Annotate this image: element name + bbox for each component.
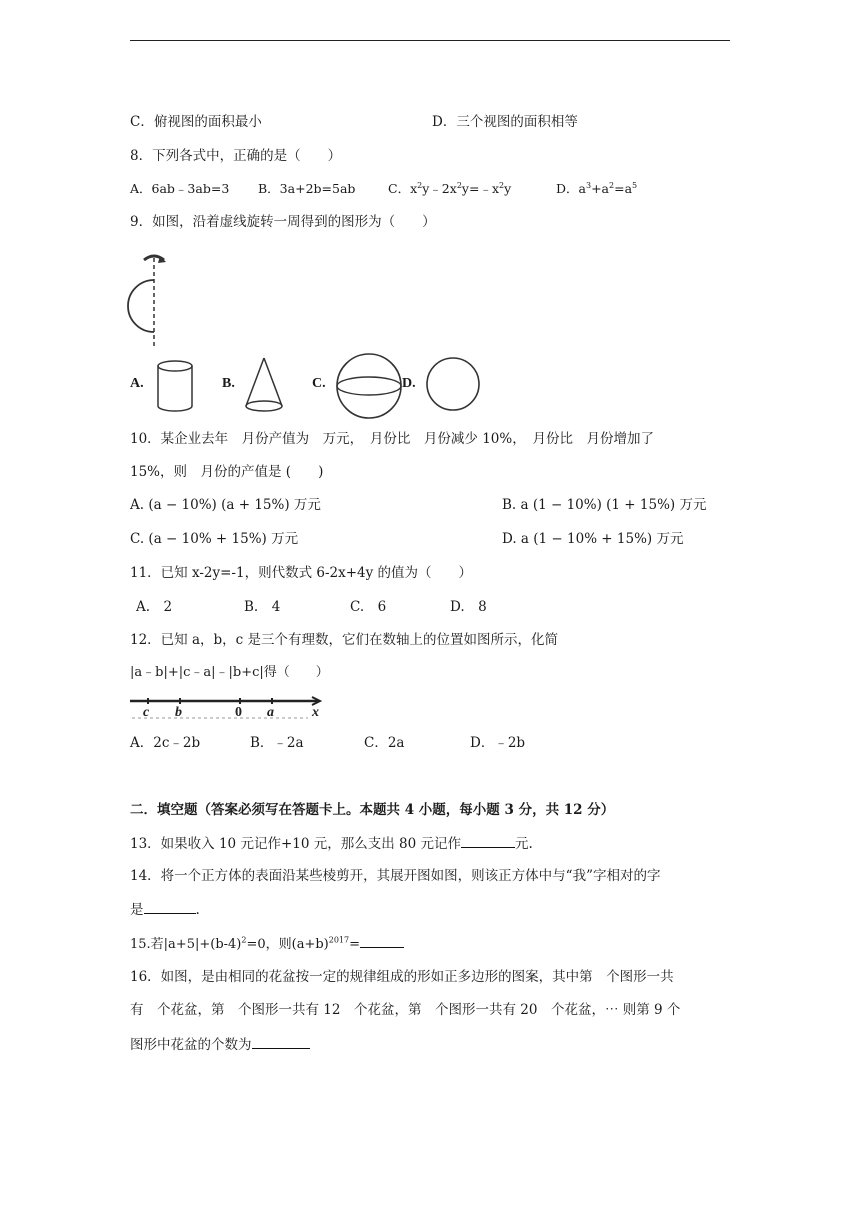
axis-label-c: c — [143, 705, 150, 720]
q11-option-d: D. 8 — [450, 599, 487, 615]
q12-expression: |a﹣b|+|c﹣a|﹣|b+c|得（ ） — [130, 665, 329, 680]
q10-line-1: 10．某企业去年 月份产值为 万元， 月份比 月份减少 10%， 月份比 月份增加了 — [130, 431, 654, 447]
q10-line-2: 15%，则 月份的产值是 ( ) — [130, 464, 324, 480]
q13-answer-blank[interactable] — [461, 833, 515, 848]
q11-option-c: C. 6 — [350, 599, 387, 615]
q10-option-a: A. (a − 10%) (a + 15%) 万元 — [130, 497, 321, 513]
q9-option-b-label: B. — [222, 376, 235, 391]
cylinder-icon — [152, 358, 200, 414]
q12-number-line — [128, 694, 328, 724]
q11-stem: 11．已知 x-2y=-1，则代数式 6-2x+4y 的值为（ ） — [130, 565, 473, 581]
q15-answer-blank[interactable] — [360, 933, 404, 948]
axis-label-0: 0 — [235, 705, 242, 720]
cone-icon — [240, 354, 290, 414]
q9-option-d-label: D. — [402, 376, 416, 391]
q13-text: 13．如果收入 10 元记作+10 元，那么支出 80 元记作 元. — [130, 833, 533, 854]
q12-option-d: D．﹣2b — [470, 735, 526, 751]
q12-stem: 12．已知 a，b，c 是三个有理数，它们在数轴上的位置如图所示，化简 — [130, 632, 559, 648]
q9-option-c-label: C. — [312, 376, 326, 391]
q7-option-d: D．三个视图的面积相等 — [432, 114, 578, 130]
q11-option-b: B. 4 — [244, 599, 281, 615]
q8-option-d: D．$a^3+a^2=a^5$ — [556, 180, 638, 196]
q12-option-c: C．2a — [364, 735, 405, 751]
circle-icon — [426, 354, 482, 414]
q10-option-b: B. a (1 − 10%) (1 + 15%) 万元 — [502, 497, 707, 513]
q10-option-c: C. (a − 10% + 15%) 万元 — [130, 531, 299, 547]
q9-option-a-label: A. — [130, 376, 144, 391]
q16-line-2: 有 个花盆，第 个图形一共有 12 个花盆，第 个图形一共有 20 个花盆，⋯ 则第 9 个 — [130, 1002, 681, 1018]
section-2-heading: 二．填空题（答案必须写在答题卡上。本题共 4 小题，每小题 3 分，共 12 分） — [130, 802, 615, 818]
q9-stem: 9．如图，沿着虚线旋转一周得到的图形为（ ） — [130, 214, 436, 230]
axis-label-x: x — [312, 705, 319, 720]
q10-option-d: D. a (1 − 10% + 15%) 万元 — [502, 531, 684, 547]
q8-stem: 8．下列各式中，正确的是（ ） — [130, 148, 342, 164]
axis-label-a: a — [267, 705, 274, 720]
q14-answer-blank[interactable] — [144, 899, 196, 914]
q14-line-1: 14．将一个正方体的表面沿某些棱剪开，其展开图如图，则该正方体中与“我”字相对的字 — [130, 868, 661, 884]
q9-rotation-figure — [124, 250, 174, 350]
q8-option-b: B．3a+2b=5ab — [258, 181, 356, 196]
axis-label-b: b — [175, 705, 182, 720]
q12-option-a: A．2c﹣2b — [130, 735, 201, 751]
q16-line-3: 图形中花盆的个数为 — [130, 1034, 310, 1055]
q16-line-1: 16．如图，是由相同的花盆按一定的规律组成的形如正多边形的图案，其中第 个图形一共 — [130, 969, 674, 985]
q15-text: 15.若$|a+5|+(b-4)^2=0$，则$(a+b)^{2017}=$ — [130, 933, 404, 955]
q8-option-a: A．6ab﹣3ab=3 — [130, 181, 230, 196]
q11-option-a: A. 2 — [136, 599, 173, 615]
q7-option-c: C．俯视图的面积最小 — [130, 114, 262, 130]
q12-option-b: B．﹣2a — [250, 735, 304, 751]
sphere-icon — [334, 350, 406, 422]
header-rule — [130, 40, 730, 41]
q14-line-2: 是 . — [130, 899, 200, 920]
q8-option-c: C．$x^2y﹣2x^2y=﹣x^2y$ — [388, 180, 512, 196]
q16-answer-blank[interactable] — [252, 1034, 310, 1049]
